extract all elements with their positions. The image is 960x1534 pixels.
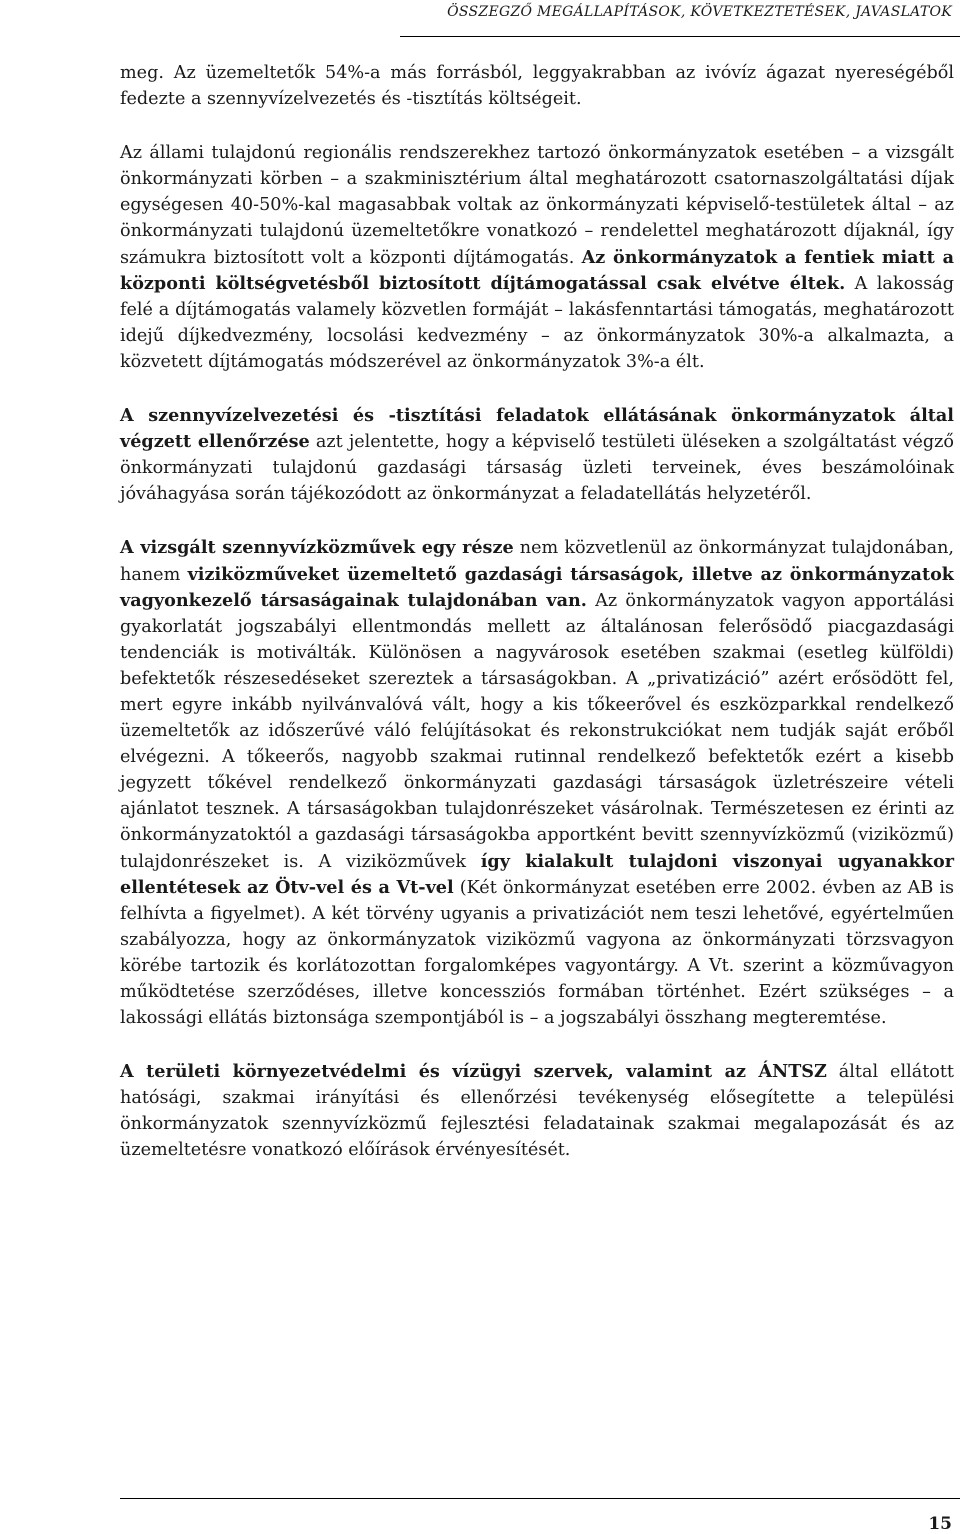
bold-text-segment: viziközműveket üzemeltető gazdasági társaságok, illetve az önkormányzatok vagyonkezelő társaságainak tulajdonában van. xyxy=(120,563,954,611)
bold-text-segment: A szennyvízelvezetési és -tisztítási feladatok ellátásának önkormányzatok által végzett ellenőrzése xyxy=(120,405,954,453)
bold-text-segment: A vizsgált szennyvízközművek egy része xyxy=(120,537,514,559)
text-segment: Az állami tulajdonú regionális rendszerekhez tartozó önkormányzatok esetében – a vizsgált önkormányzati körben – a szakminisztérium által meghatározott csatornaszolgáltatási díjak egységesen 40-50%-kal magasabbak voltak az önkormányzati képviselő-testületek által – az önkormányzati tulajdonú üzemeltetőkre vonatkozó – rendelettel meghatározott díjaknál, így számukra biztosított volt a központi díjtámogatás. xyxy=(120,143,954,268)
text-segment: által ellátott hatósági, szakmai irányítási és ellenőrzési tevékenység elősegítette a települési önkormányzatok szennyvízközmű fejlesztési feladatainak szakmai megalapozását és az üzemeltetésre vonatkozó előírások érvényesítését. xyxy=(120,1062,954,1161)
bold-text-segment: A területi környezetvédelmi és vízügyi szervek, valamint az ÁNTSZ xyxy=(120,1061,827,1083)
text-segment: (Két önkormányzat esetében erre 2002. évben az AB is felhívta a figyelmet). A két törvény ugyanis a privatizációt nem teszi lehetővé, egyértelműen szabályozza, hogy az önkormányzatok viziközmű vagyona az önkormányzati törzsvagyon körébe tartozik és korlátozottan forgalomképes vagyontárgy. A Vt. szerint a közművagyon működtetése szerződéses, illetve koncessziós formában történhet. Ezért szükséges – a lakossági ellátás biztonsága szempontjából is – a jogszabályi összhang megteremtése. xyxy=(120,877,954,1029)
bold-text-segment: Az önkormányzatok a fentiek miatt a központi költségvetésből biztosított díjtámogatással csak elvétve éltek. xyxy=(120,246,954,294)
paragraph-2 xyxy=(120,140,954,375)
header-divider xyxy=(400,36,960,37)
bold-text-segment: így kialakult tulajdoni viszonyai ugyanakkor ellentétesek az Ötv-vel és a Vt-vel xyxy=(120,850,954,898)
text-segment: azt jelentette, hogy a képviselő testületi üléseken a szolgáltatást végző önkormányzati tulajdonú gazdasági társaság üzleti terveinek, éves beszámolóinak jóváhagyása során tájékozódott az önkormányzat a feladatellátás helyzetéről. xyxy=(120,432,954,505)
footer-divider xyxy=(120,1498,960,1499)
paragraph-5 xyxy=(120,1059,954,1163)
page-number: 15 xyxy=(928,1514,952,1534)
paragraph-4 xyxy=(120,535,954,1031)
text-segment: meg. Az üzemeltetők 54%-a más forrásból, leggyakrabban az ivóvíz ágazat nyereségéből fedezte a szennyvízelvezetés és -tisztítás költségeit. xyxy=(120,63,954,110)
paragraph-1 xyxy=(120,60,954,112)
text-segment: A lakosság felé a díjtámogatás valamely közvetlen formáját – lakásfenntartási támogatás, meghatározott idejű díjkedvezmény, locsolási kedvezmény – az önkormányzatok 30%-a alkalmazta, a közvetett díjtámogatás módszerével az önkormányzatok 3%-a élt. xyxy=(120,273,954,372)
paragraph-3 xyxy=(120,403,954,507)
text-segment: Az önkormányzatok vagyon apportálási gyakorlatát jogszabályi ellentmondás mellett az általánosan felerősödő piacgazdasági tendenciák is motiválták. Különösen a nagyvárosok esetében szakmai (esetleg külföldi) befektetők részesedéseket szereztek a társaságokban. A „privatizáció” azért erősödött fel, mert egyre inkább nyilvánvalóvá vált, hogy a kis tőkeerővel és eszközparkkal rendelkező üzemeltetők az időszerűvé váló felújításokat és rekonstrukciókat nem tudják saját erőből elvégezni. A tőkeerős, nagyobb szakmai rutinnal rendelkező befektetők ezért a kisebb jegyzett tőkével rendelkező önkormányzati gazdasági társaságok üzletrészeire vételi ajánlatot tesznek. A társaságokban tulajdonrészeket vásárolnak. Természetesen ez érinti az önkormányzatoktól a gazdasági társaságokba apportként bevitt szennyvízközmű (viziközmű) tulajdonrészeket is. A viziközművek xyxy=(120,590,955,872)
document-body xyxy=(120,60,954,1192)
running-title: ÖSSZEGZŐ MEGÁLLAPÍTÁSOK, KÖVETKEZTETÉSEK, JAVASLATOK xyxy=(447,4,952,20)
text-segment: nem közvetlenül az önkormányzat tulajdonában, hanem xyxy=(120,538,954,585)
running-header xyxy=(0,4,952,32)
